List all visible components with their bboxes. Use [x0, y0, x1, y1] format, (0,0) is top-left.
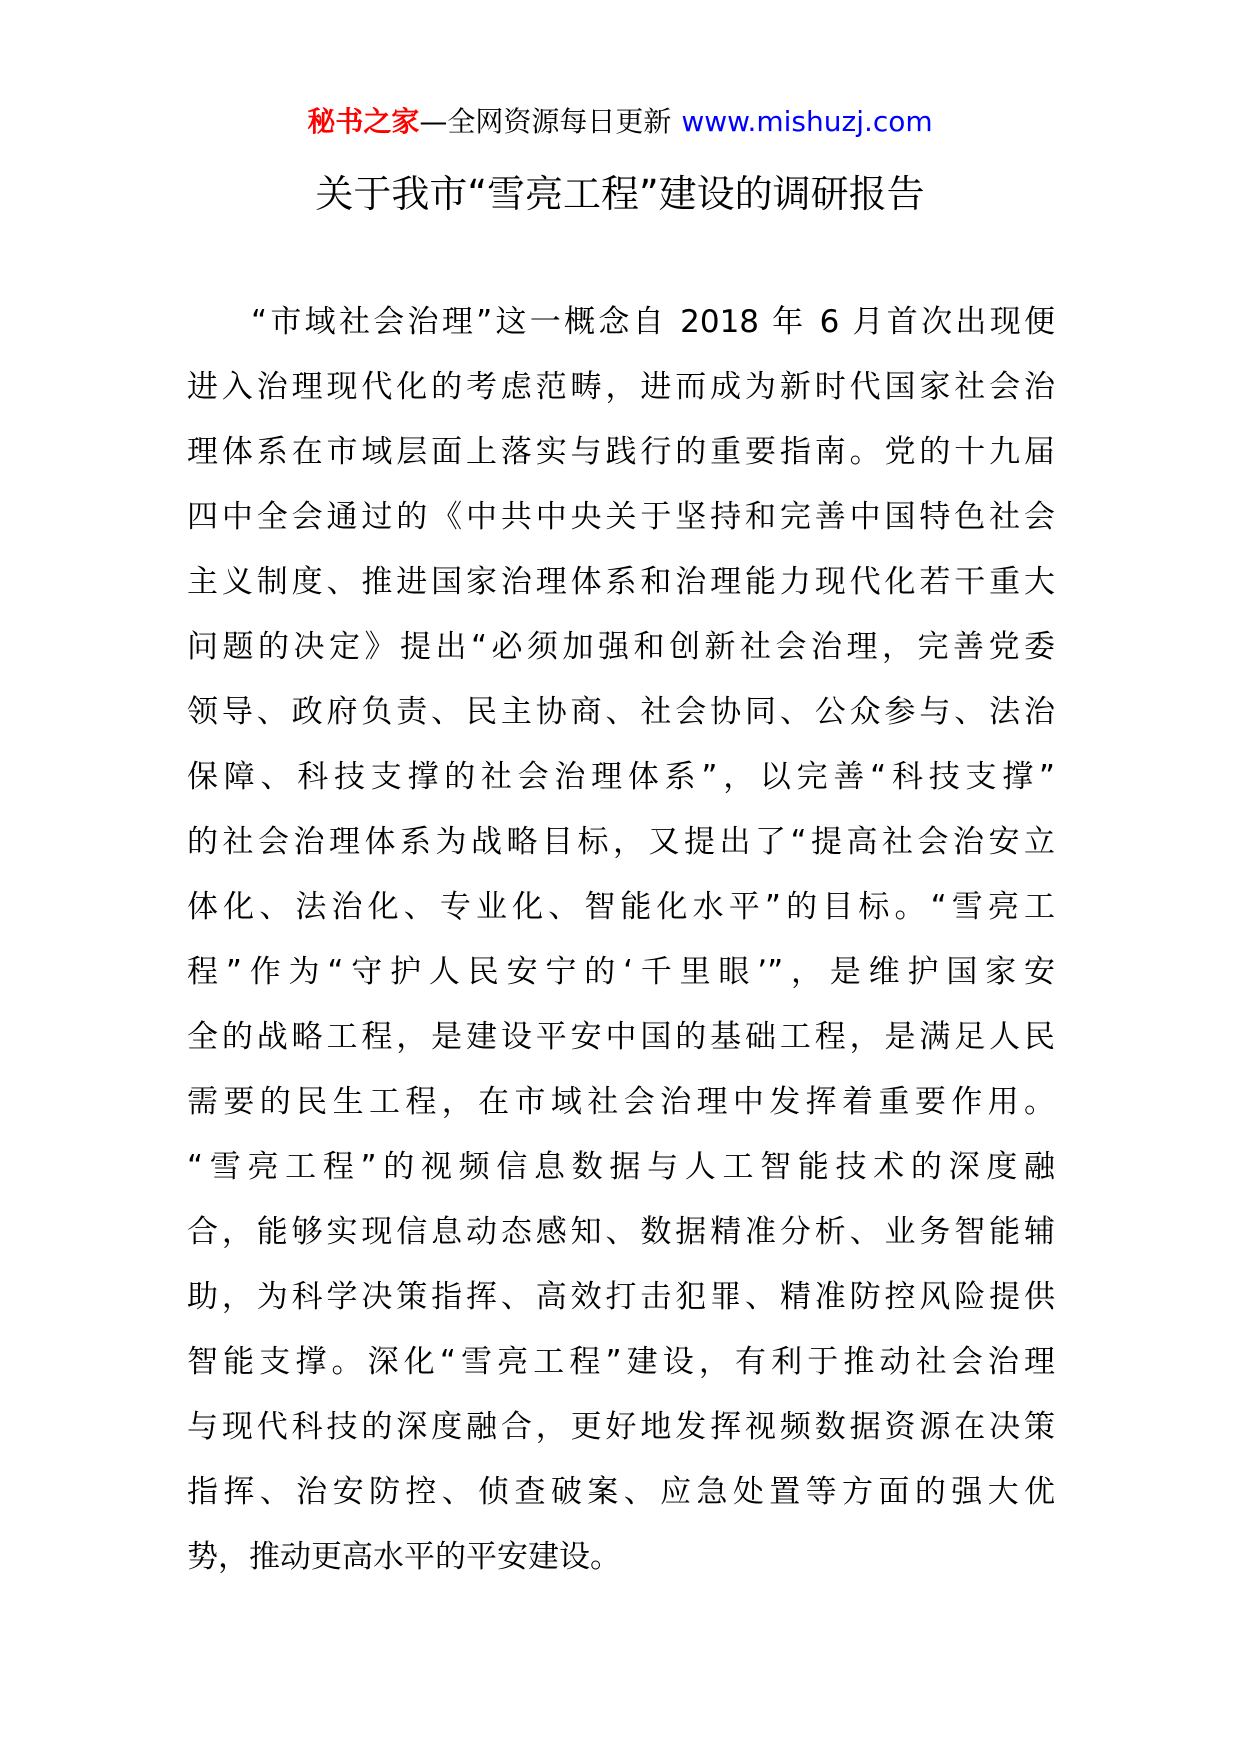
document-title: 关于我市“雪亮工程”建设的调研报告	[315, 172, 925, 216]
body-line: 合，能够实现信息动态感知、数据精准分析、业务智能辅	[187, 1214, 1055, 1250]
body-line: 指挥、治安防控、侦查破案、应急处置等方面的强大优	[187, 1474, 1055, 1510]
body-line: 理体系在市域层面上落实与践行的重要指南。党的十九届	[187, 434, 1055, 470]
body-line: 的社会治理体系为战略目标，又提出了“提高社会治安立	[187, 824, 1055, 860]
body-line: 体化、法治化、专业化、智能化水平”的目标。“雪亮工	[187, 889, 1055, 925]
body-line: 领导、政府负责、民主协商、社会协同、公众参与、法治	[187, 694, 1055, 730]
body-line: 势，推动更高水平的平安建设。	[187, 1539, 621, 1575]
body-line: “雪亮工程”的视频信息数据与人工智能技术的深度融	[187, 1149, 1055, 1185]
site-header	[0, 102, 1240, 142]
body-line: 主义制度、推进国家治理体系和治理能力现代化若干重大	[187, 564, 1055, 600]
body-line: 问题的决定》提出“必须加强和创新社会治理，完善党委	[187, 629, 1055, 665]
body-line: 与现代科技的深度融合，更好地发挥视频数据资源在决策	[187, 1409, 1055, 1445]
body-line: 助，为科学决策指挥、高效打击犯罪、精准防控风险提供	[187, 1279, 1055, 1315]
site-url-link[interactable]: www.mishuzj.com	[681, 105, 933, 138]
body-line: 保障、科技支撑的社会治理体系”，以完善“科技支撑”	[187, 759, 1055, 795]
document-body	[187, 290, 1055, 1590]
body-line: 进入治理现代化的考虑范畴，进而成为新时代国家社会治	[187, 369, 1055, 405]
brand-name: 秘书之家	[307, 105, 420, 138]
body-line: 四中全会通过的《中共中央关于坚持和完善中国特色社会	[187, 499, 1055, 535]
body-line: 需要的民生工程，在市域社会治理中发挥着重要作用。	[187, 1084, 1055, 1120]
body-line: 智能支撑。深化“雪亮工程”建设，有利于推动社会治理	[187, 1344, 1055, 1380]
header-tagline: —全网资源每日更新	[419, 105, 672, 138]
body-line: “市域社会治理”这一概念自 2018 年 6 月首次出现便	[251, 304, 1055, 340]
body-line: 全的战略工程，是建设平安中国的基础工程，是满足人民	[187, 1019, 1055, 1055]
body-line: 程”作为“守护人民安宁的‘千里眼’”，是维护国家安	[187, 954, 1055, 990]
